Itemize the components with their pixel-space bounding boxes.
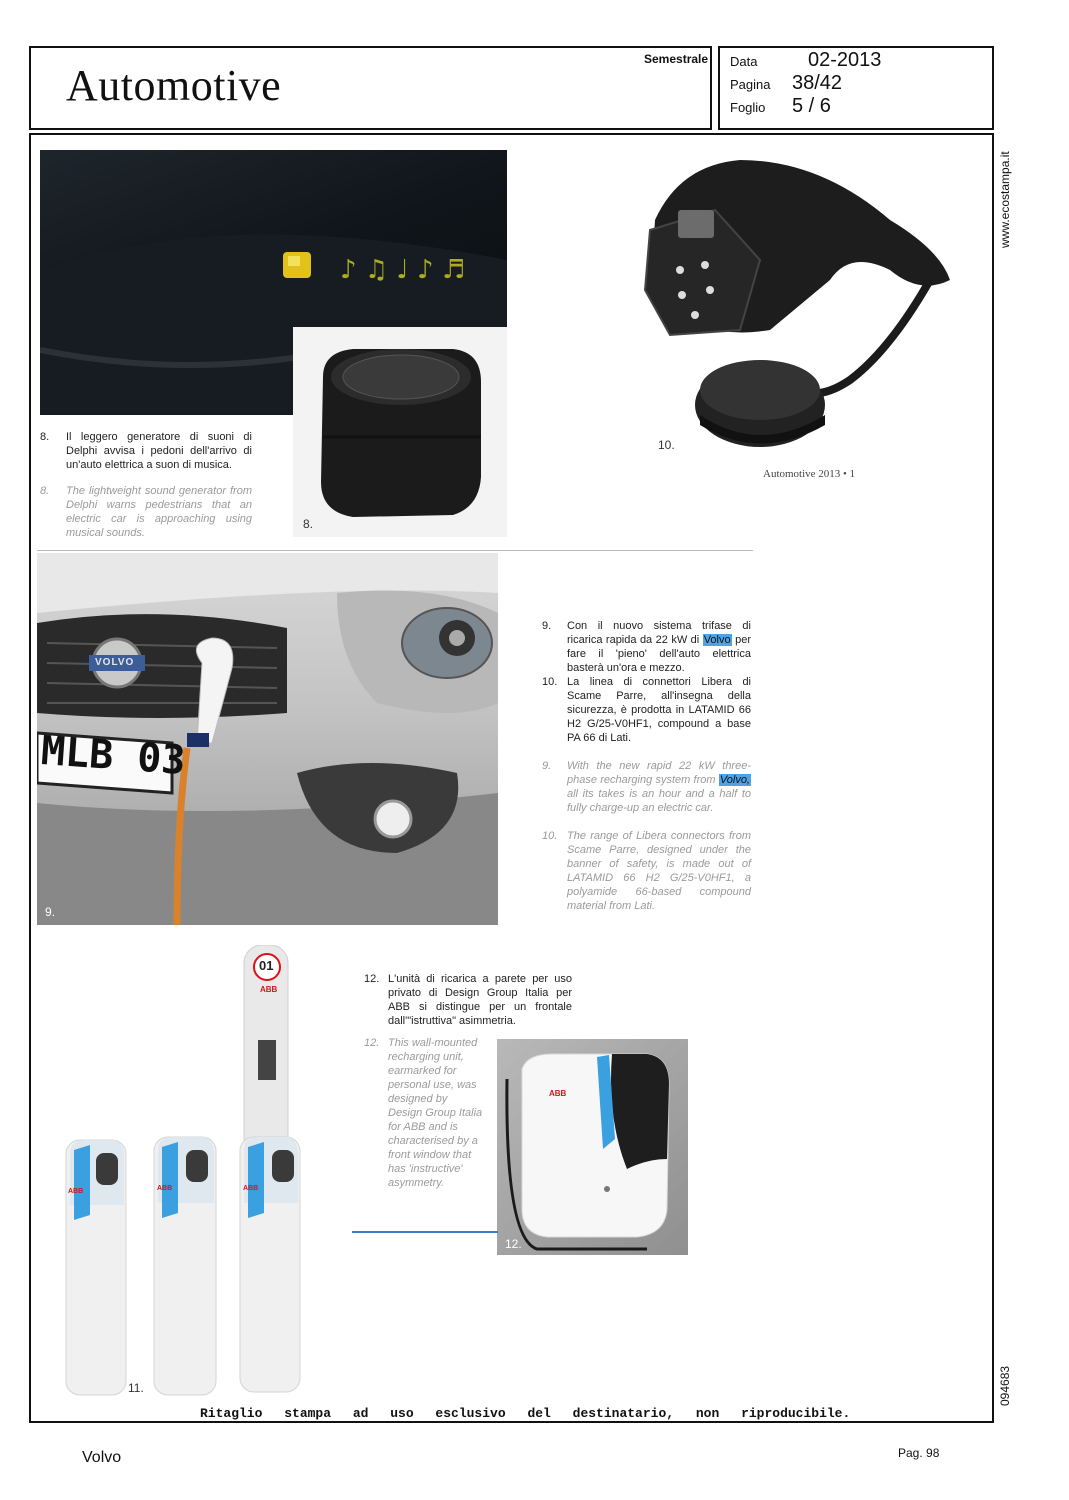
connector-photo xyxy=(620,140,965,460)
caption-9-italian-post: per fare il 'pieno' dell'auto elettrica basterà un'ora e mezzo. xyxy=(567,634,751,674)
caption-9-english-pre: With the new rapid 22 kW three-phase recharging system from xyxy=(567,760,751,786)
caption-9-english-brand: Volvo, xyxy=(719,774,750,786)
caption-10-number: 10. xyxy=(542,676,558,688)
caption-12-accent-line xyxy=(352,1231,498,1233)
page-number: Pag. 98 xyxy=(898,1446,940,1460)
fig10-number: 10. xyxy=(658,438,675,452)
svg-text:♪ ♫ ♩ ♪ ♬: ♪ ♫ ♩ ♪ ♬ xyxy=(340,255,466,285)
caption-9-italian-pre: Con il nuovo sistema trifase di ricarica rapida da 22 kW di xyxy=(567,620,751,646)
fig12-number: 12. xyxy=(505,1237,522,1251)
caption-9-italian xyxy=(567,619,751,675)
foglio-label: Foglio xyxy=(730,100,766,115)
volvo-badge: VOLVO xyxy=(95,657,135,668)
tower-number: 01 xyxy=(259,958,274,973)
caption-9-italian-brand: Volvo xyxy=(703,634,731,646)
caption-12-english-number: 12. xyxy=(364,1037,380,1049)
caption-9-english-number: 9. xyxy=(542,760,552,772)
caption-10-english: The range of Libera connectors from Scame Parre, designed under the banner of safety, is made out of LATAMID 66 H2 G/25-V0HF1, a polyamide 66-based compound material from Lati. xyxy=(567,830,751,912)
caption-12-english: This wall-mounted recharging unit, earmarked for personal use, was designed by Design Group Italia for ABB and is characterised by a front window that has 'instructive' asymmetry. xyxy=(388,1037,483,1189)
caption-8-english: The lightweight sound generator from Delphi warns pedestrians that an electric car is approaching using musical sounds. xyxy=(66,485,252,539)
publication-title: Automotive xyxy=(66,61,282,110)
data-label: Data xyxy=(730,54,758,69)
caption-9-number: 9. xyxy=(542,620,552,632)
abb-towers-illustration xyxy=(60,945,310,1400)
connector-illustration xyxy=(620,140,965,460)
reproduction-notice: Ritaglio stampa ad uso esclusivo del destinatario, non riproducibile. xyxy=(200,1406,851,1421)
caption-8-english-number: 8. xyxy=(40,485,50,497)
foglio-value: 5 / 6 xyxy=(792,95,831,117)
license-plate: MLB 03 xyxy=(39,728,187,784)
caption-12-number: 12. xyxy=(364,973,380,985)
wall-unit-abb-logo: ABB xyxy=(549,1089,567,1098)
caption-12-italian: L'unità di ricarica a parete per uso privato di Design Group Italia per ABB si distingue per un frontale dall'"istruttiva" asimmetria. xyxy=(388,973,572,1027)
pagina-value: 38/42 xyxy=(792,72,843,94)
unit1-abb-logo: ABB xyxy=(68,1188,84,1195)
client-name: Volvo xyxy=(82,1449,122,1466)
site-vertical-text: www.ecostampa.it xyxy=(998,151,1012,248)
fig8-number: 8. xyxy=(303,517,314,531)
fig11-number: 11. xyxy=(128,1381,144,1395)
caption-10-english-number: 10. xyxy=(542,830,558,842)
caption-9-english-post: all its takes is an hour and a half to fully charge-up an electric car. xyxy=(567,788,751,814)
unit3-abb-logo: ABB xyxy=(243,1185,259,1192)
abb-wall-unit-photo xyxy=(497,1039,688,1255)
pagina-label: Pagina xyxy=(730,77,771,92)
tower-abb-logo: ABB xyxy=(260,985,278,994)
caption-8-italian: Il leggero generatore di suoni di Delphi avvisa i pedoni dell'arrivo di un'auto elettrica a suon di musica. xyxy=(66,431,252,471)
volvo-car-photo xyxy=(37,553,498,925)
abb-towers-photo xyxy=(60,945,310,1400)
caption-8-number: 8. xyxy=(40,431,50,443)
unit2-abb-logo: ABB xyxy=(157,1185,173,1192)
caption-10-italian: La linea di connettori Libera di Scame Parre, all'insegna della sicurezza, è prodotta in LATAMID 66 H2 G/25-V0HF1, compound a base PA 66 di Lati. xyxy=(567,676,751,744)
photo-credit: Automotive 2013 • 1 xyxy=(763,468,856,480)
sound-generator-illustration xyxy=(293,327,507,537)
sound-generator-photo xyxy=(293,327,507,537)
section-divider xyxy=(37,550,753,551)
caption-9-english xyxy=(567,759,751,815)
fig9-number: 9. xyxy=(45,905,56,919)
code-vertical-text: 094683 xyxy=(998,1365,1012,1406)
data-value: 02-2013 xyxy=(808,49,882,71)
periodicity-label: Semestrale xyxy=(644,52,709,66)
abb-wall-unit-illustration xyxy=(497,1039,688,1255)
